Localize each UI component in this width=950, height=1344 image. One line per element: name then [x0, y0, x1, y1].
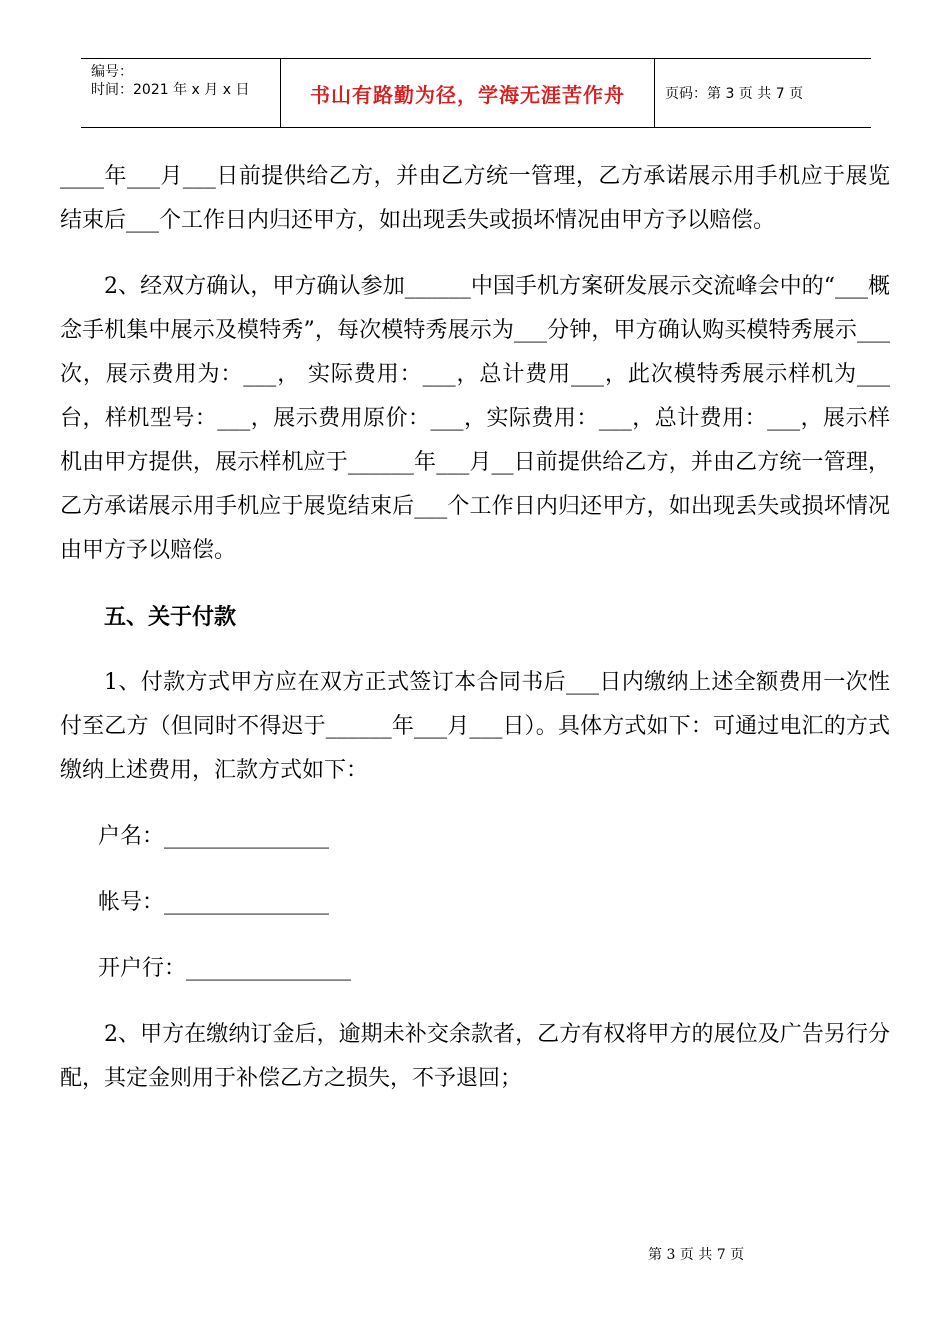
page-footer: 第 3 页 共 7 页 [648, 1247, 745, 1263]
bank-field: 开户行：_______________ [98, 956, 352, 981]
paragraph-clause-2: 2、经双方确认，甲方确认参加______中国手机方案研发展示交流峰会中的“___概念手机集中展示及模特秀”，每次模特秀展示为___分钟，甲方确认购买模特秀展示___次，展示费用为：___， 实际费用：___，总计费用___，此次模特秀展示样机为___台，样机型号：___，展示费用原价：___，实际费用：___，总计费用：___，展示样机由甲方提供，展示样机应于______年___月__日前提供给乙方，并由乙方统一管理，乙方承诺展示用手机应于展览结束后___个工作日内归还甲方，如出现丢失或损坏情况由甲方予以赔偿。 [60, 274, 890, 563]
header-motto-cell [281, 59, 655, 127]
document-header [81, 58, 871, 128]
paragraph-deposit-clause: 2、甲方在缴纳订金后，逾期未补交余款者，乙方有权将甲方的展位及广告另行分配，其定金则用于补偿乙方之损失，不予退回； [60, 1022, 890, 1091]
document-body [60, 155, 890, 1101]
account-name-field: 户名：_______________ [98, 824, 330, 849]
account-number-field: 帐号：_______________ [98, 890, 330, 915]
header-motto: 书山有路勤为径，学海无涯苦作舟 [310, 82, 625, 107]
header-meta-cell [81, 59, 281, 127]
header-page-code: 页码：第 3 页 共 7 页 [665, 86, 804, 102]
header-page-cell [655, 59, 871, 127]
paragraph-continued: ____年___月___日前提供给乙方，并由乙方统一管理，乙方承诺展示用手机应于展览结束后___个工作日内归还甲方，如出现丢失或损坏情况由甲方予以赔偿。 [60, 164, 890, 233]
document-time-label: 时间：2021 年 x 月 x 日 [91, 82, 250, 98]
document-number-label: 编号： [91, 64, 133, 80]
section-title-payment: 五、关于付款 [104, 604, 237, 630]
paragraph-payment-method: 1、付款方式甲方应在双方正式签订本合同书后___日内缴纳上述全额费用一次性付至乙方（但同时不得迟于______年___月___日）。具体方式如下：可通过电汇的方式缴纳上述费用，汇款方式如下： [60, 670, 890, 783]
